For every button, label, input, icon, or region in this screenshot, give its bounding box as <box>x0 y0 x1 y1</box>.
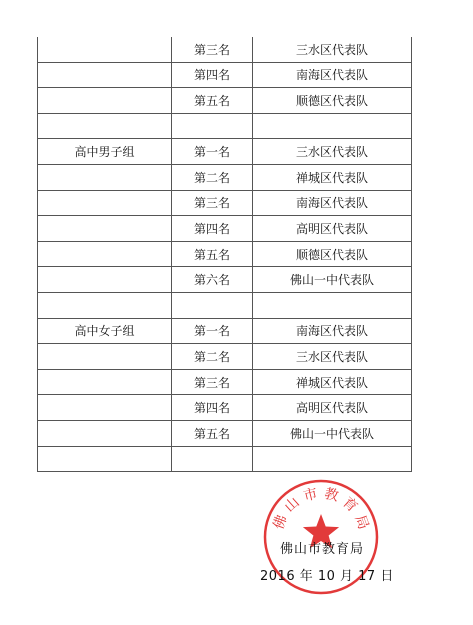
rank-cell: 第三名 <box>172 190 253 216</box>
team-cell <box>253 446 412 472</box>
table-row <box>38 164 412 190</box>
rank-cell: 第四名 <box>172 62 253 88</box>
group-cell <box>38 395 172 421</box>
issue-date: 2016 年 10 月 17 日 <box>260 569 394 584</box>
group-cell <box>38 420 172 446</box>
group-cell <box>38 216 172 242</box>
seal-char: 教 <box>322 485 341 505</box>
group-cell <box>38 37 172 62</box>
group-cell <box>38 88 172 114</box>
rank-cell <box>172 292 253 318</box>
table-row <box>38 88 412 114</box>
table-row <box>38 369 412 395</box>
team-cell <box>253 292 412 318</box>
team-cell: 顺德区代表队 <box>253 241 412 267</box>
team-cell: 高明区代表队 <box>253 216 412 242</box>
table-row <box>38 446 412 472</box>
team-cell <box>253 113 412 139</box>
issuer-name: 佛山市教育局 <box>280 542 365 557</box>
rank-cell: 第一名 <box>172 139 253 165</box>
group-cell <box>38 267 172 293</box>
team-cell: 顺德区代表队 <box>253 88 412 114</box>
table-row <box>38 318 412 344</box>
rank-cell: 第二名 <box>172 344 253 370</box>
rank-cell <box>172 446 253 472</box>
team-cell: 佛山一中代表队 <box>253 420 412 446</box>
table-row <box>38 267 412 293</box>
rank-cell: 第四名 <box>172 395 253 421</box>
table-row <box>38 241 412 267</box>
seal-char: 市 <box>301 485 320 505</box>
team-cell: 三水区代表队 <box>253 139 412 165</box>
rank-cell: 第三名 <box>172 369 253 395</box>
rank-cell: 第三名 <box>172 37 253 62</box>
seal-char: 育 <box>339 494 361 516</box>
table-row <box>38 344 412 370</box>
team-cell: 南海区代表队 <box>253 62 412 88</box>
table-row <box>38 37 412 62</box>
table-row <box>38 395 412 421</box>
table-row <box>38 139 412 165</box>
seal-char: 局 <box>351 512 372 532</box>
rank-cell: 第一名 <box>172 318 253 344</box>
group-cell <box>38 344 172 370</box>
rank-cell <box>172 113 253 139</box>
group-cell <box>38 241 172 267</box>
table-row <box>38 420 412 446</box>
table-row <box>38 190 412 216</box>
seal-char: 佛 <box>270 512 291 532</box>
team-cell: 三水区代表队 <box>253 344 412 370</box>
team-cell: 佛山一中代表队 <box>253 267 412 293</box>
team-cell: 南海区代表队 <box>253 190 412 216</box>
group-cell <box>38 369 172 395</box>
rank-cell: 第五名 <box>172 420 253 446</box>
rank-cell: 第二名 <box>172 164 253 190</box>
team-cell: 南海区代表队 <box>253 318 412 344</box>
group-cell <box>38 190 172 216</box>
table-row <box>38 292 412 318</box>
table-row <box>38 113 412 139</box>
table-row <box>38 62 412 88</box>
team-cell: 三水区代表队 <box>253 37 412 62</box>
rank-cell: 第五名 <box>172 88 253 114</box>
rank-cell: 第四名 <box>172 216 253 242</box>
group-cell: 高中男子组 <box>38 139 172 165</box>
results-table <box>37 37 412 472</box>
group-cell <box>38 446 172 472</box>
team-cell: 禅城区代表队 <box>253 164 412 190</box>
team-cell: 高明区代表队 <box>253 395 412 421</box>
group-cell: 高中女子组 <box>38 318 172 344</box>
group-cell <box>38 62 172 88</box>
group-cell <box>38 113 172 139</box>
group-cell <box>38 292 172 318</box>
table-row <box>38 216 412 242</box>
team-cell: 禅城区代表队 <box>253 369 412 395</box>
group-cell <box>38 164 172 190</box>
rank-cell: 第五名 <box>172 241 253 267</box>
seal-char: 山 <box>281 494 303 516</box>
results-table-body <box>38 37 412 472</box>
rank-cell: 第六名 <box>172 267 253 293</box>
